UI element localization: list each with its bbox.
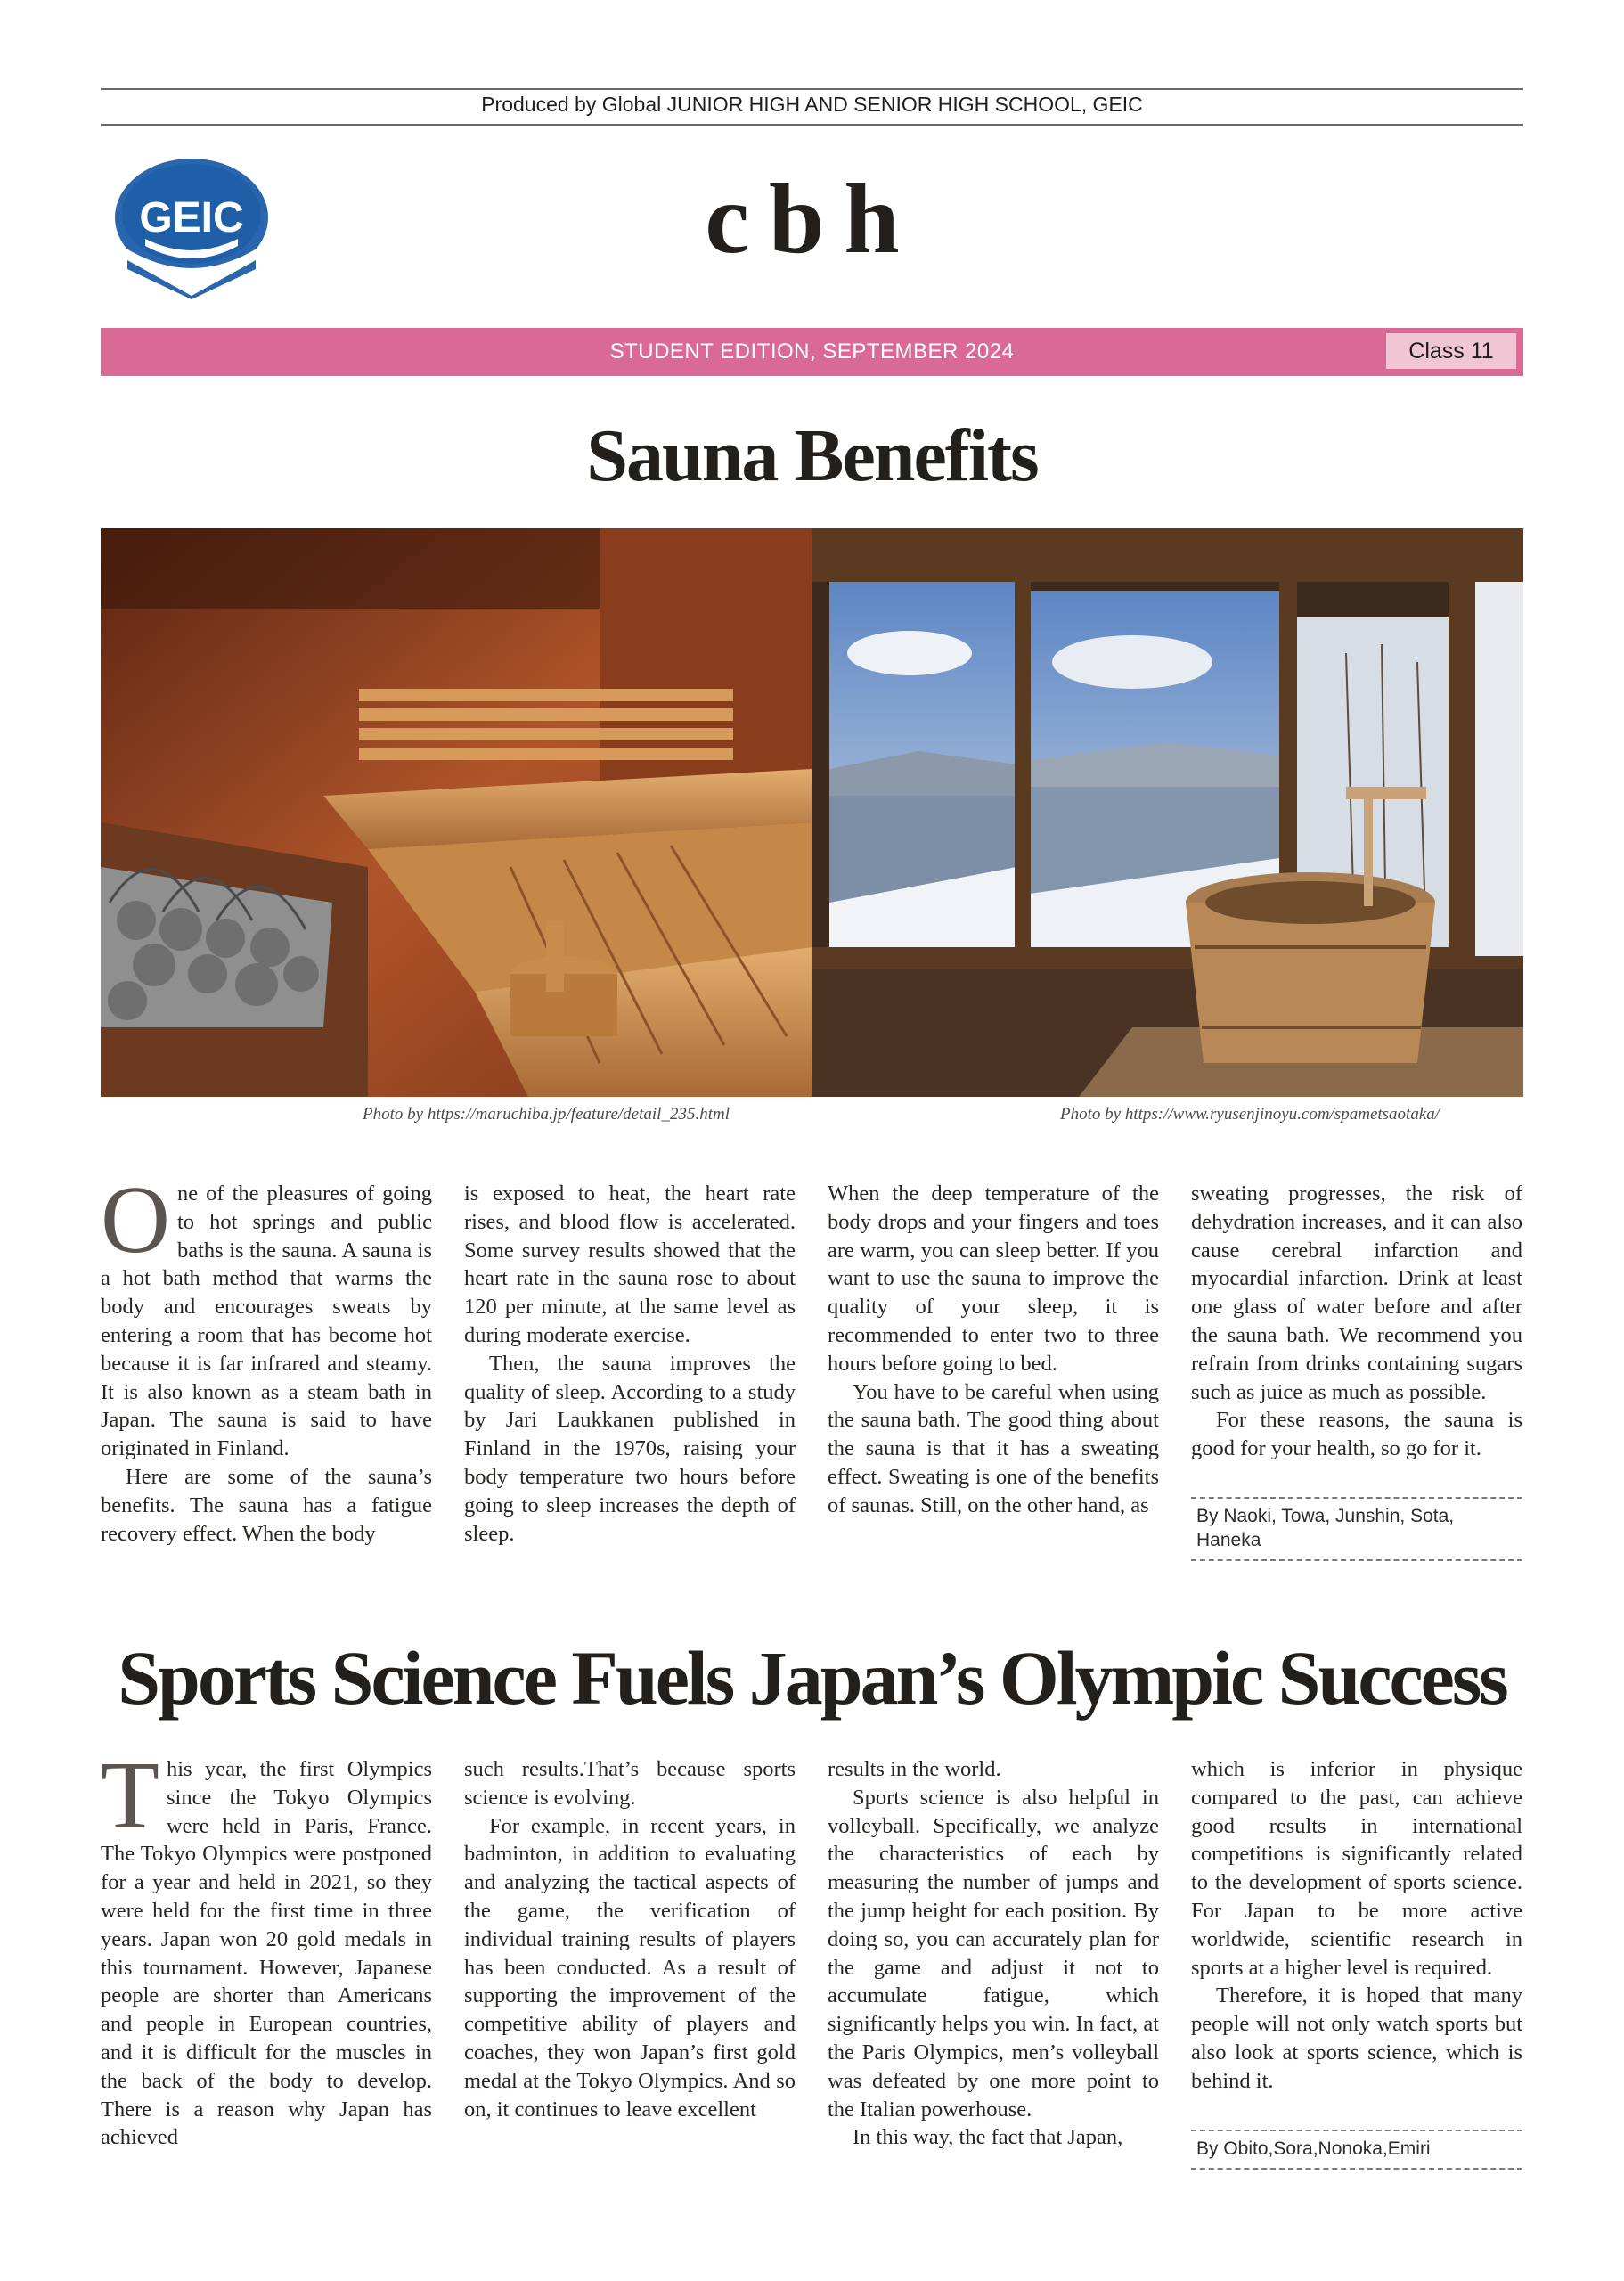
producer-underline	[101, 124, 1523, 126]
producer-line: Produced by Global JUNIOR HIGH AND SENIOR HIGH SCHOOL, GEIC	[481, 93, 1143, 116]
article2-column-3	[828, 1755, 1159, 2152]
paragraph: Sports science is also helpful in volleyball. Specifically, we analyze the characteristics of each by measuring the number of jumps and the jump height for each position. By doing so, you can accurately plan for the game and adjust it not to accumulate fatigue, which significantly helps you win. In fact, at the Paris Olympics, men’s volleyball was defeated by one more point to the Italian powerhouse.	[828, 1785, 1159, 2122]
photo1-caption: Photo by https://maruchiba.jp/feature/detail_235.html	[363, 1105, 730, 1124]
paragraph: Here are some of the sauna’s benefits. The sauna has a fatigue recovery effect. When the body	[101, 1464, 432, 1546]
article2-column-2	[464, 1755, 796, 2123]
paragraph: is exposed to heat, the heart rate rises, and blood flow is accelerated. Some survey results showed that the heart rate in the sauna rose to about 120 per minute, at the same level as during moderate exercise.	[464, 1181, 796, 1347]
logo-text: GEIC	[139, 194, 244, 241]
article1-column-1	[101, 1167, 432, 1548]
paragraph: For these reasons, the sauna is good for your health, so go for it.	[1191, 1408, 1522, 1461]
article2-column-1	[101, 1743, 432, 2152]
article2-byline	[1191, 2130, 1522, 2170]
dropcap: O	[101, 1167, 170, 1273]
paragraph: Then, the sauna improves the quality of sleep. According to a study by Jari Laukkanen published in Finland in the 1970s, raising your body temperature two hours before going to sleep increases the depth of sleep.	[464, 1351, 796, 1546]
paragraph: For example, in recent years, in badminton, in addition to evaluating and analyzing the tactical aspects of the game, the verification of individual training results of players has been conducted. As a result of supporting the improvement of the competitive ability of players and coaches, they won Japan’s first gold medal at the Tokyo Olympics. And so on, it continues to leave excellent	[464, 1813, 796, 2122]
article1-byline	[1191, 1497, 1522, 1561]
class-badge: Class 11	[1386, 333, 1516, 369]
paragraph: such results.That’s because sports science is evolving.	[464, 1757, 796, 1810]
paragraph: You have to be careful when using the sauna bath. The good thing about the sauna is that it has a sweating effect. Sweating is one of the benefits of saunas. Still, on the other hand, as	[828, 1379, 1159, 1517]
paragraph: Therefore, it is hoped that many people will not only watch sports but also look at sports science, which is behind it.	[1191, 1983, 1522, 2093]
sauna-interior-photo	[101, 528, 812, 1097]
dropcap: T	[101, 1743, 159, 1849]
paragraph: When the deep temperature of the body drops and your fingers and toes are warm, you can sleep better. If you want to use the sauna to improve the quality of your sleep, it is recommended to enter two to three hours before going to bed.	[828, 1181, 1159, 1376]
top-rule	[101, 88, 1523, 90]
paragraph: sweating progresses, the risk of dehydration increases, and it can also cause cerebral infarction and myocardial infarction. Drink at least one glass of water before and after the sauna bath. We recommend you refrain from drinks containing sugars such as juice as much as possible.	[1191, 1181, 1522, 1404]
byline-text: By Naoki, Towa, Junshin, Sota, Haneka	[1196, 1506, 1455, 1550]
edition-label: STUDENT EDITION, SEPTEMBER 2024	[609, 339, 1015, 364]
article2-title: Sports Science Fuels Japan’s Olympic Success	[118, 1635, 1506, 1721]
article2-column-4	[1191, 1755, 1522, 2096]
article1-column-4	[1191, 1180, 1522, 1463]
article1-column-2	[464, 1180, 796, 1548]
sauna-window-snow-lake-photo	[812, 528, 1523, 1097]
paragraph: his year, the first Olympics since the Tokyo Olympics were held in Paris, France. The Tokyo Olympics were postponed for a year and held in 2021, so they were held for the first time in three years. Japan won 20 gold medals in this tournament. However, Japanese people are shorter than Americans and people in European countries, and it is difficult for the muscles in the back of the body to develop. There is a reason why Japan has achieved	[101, 1757, 432, 2150]
photo2-caption: Photo by https://www.ryusenjinoyu.com/spametsaotaka/	[1060, 1105, 1440, 1124]
newspaper-title: cbh	[705, 164, 919, 274]
article1-title: Sauna Benefits	[586, 414, 1038, 497]
article1-column-3	[828, 1180, 1159, 1520]
paragraph: results in the world.	[828, 1757, 1001, 1781]
paragraph: In this way, the fact that Japan,	[853, 2125, 1123, 2150]
paragraph: ne of the pleasures of going to hot springs and public baths is the sauna. A sauna is a hot bath method that warms the body and encourages sweats by entering a room that has become hot because it is far infrared and steamy. It is also known as a steam bath in Japan. The sauna is said to have originated in Finland.	[101, 1181, 432, 1461]
byline-text: By Obito,Sora,Nonoka,Emiri	[1196, 2138, 1431, 2159]
paragraph: which is inferior in physique compared to the past, can achieve good results in international competitions is significantly related to the development of sports science. For Japan to be more active worldwide, scientific research in sports at a higher level is required.	[1191, 1757, 1522, 1980]
edition-bar	[101, 328, 1523, 376]
